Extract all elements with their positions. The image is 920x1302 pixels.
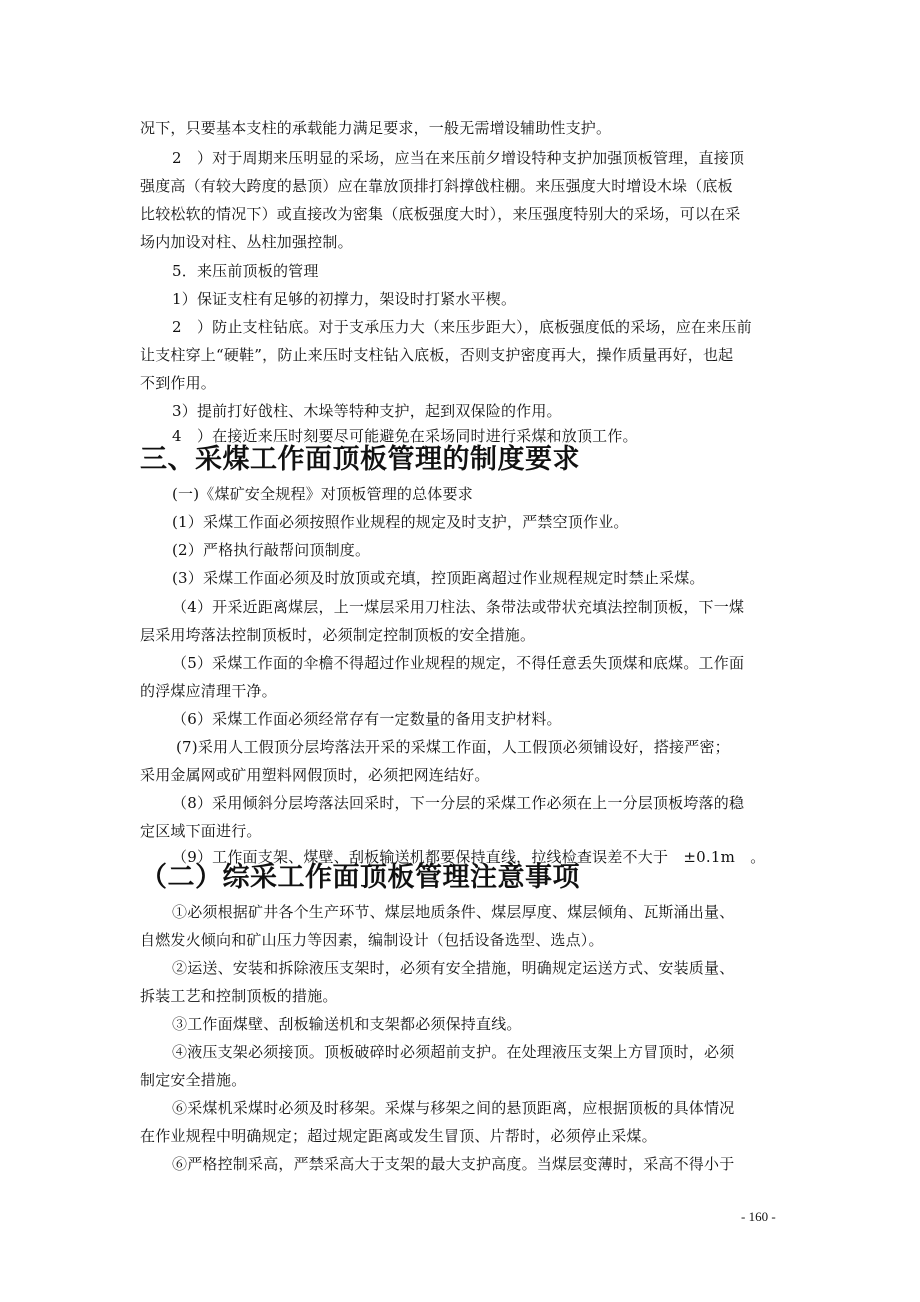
text-line: 1）保证支柱有足够的初撑力，架设时打紧水平楔。 bbox=[172, 290, 517, 308]
text-line: (7)采用人工假顶分层垮落法开采的采煤工作面，人工假顶必须铺设好，搭接严密； bbox=[176, 738, 730, 756]
text-line: 定区域下面进行。 bbox=[140, 822, 262, 840]
text-line: ③工作面煤壁、刮板输送机和支架都必须保持直线。 bbox=[172, 1015, 522, 1033]
text-line: 让支柱穿上“硬鞋”，防止来压时支柱钻入底板，否则支护密度再大，操作质量再好，也起 bbox=[140, 346, 734, 364]
text-line: 2 ）对于周期来压明显的采场，应当在来压前夕增设特种支护加强顶板管理，直接顶 bbox=[172, 149, 745, 167]
text-line: ①必须根据矿井各个生产环节、煤层地质条件、煤层厚度、煤层倾角、瓦斯涌出量、 bbox=[172, 903, 735, 921]
text-line: 比较松软的情况下）或直接改为密集（底板强度大时），来压强度特别大的采场，可以在采 bbox=[140, 205, 741, 223]
text-line: 自燃发火倾向和矿山压力等因素，编制设计（包括设备选型、选点）。 bbox=[140, 931, 604, 949]
text-line: (2）严格执行敲帮问顶制度。 bbox=[172, 541, 371, 559]
text-line: （6）采煤工作面必须经常存有一定数量的备用支护材料。 bbox=[172, 710, 562, 728]
text-line: （5）采煤工作面的伞檐不得超过作业规程的规定，不得任意丢失顶煤和底煤。工作面 bbox=[172, 654, 745, 672]
text-line: （4）开采近距离煤层，上一煤层采用刀柱法、条带法或带状充填法控制顶板，下一煤 bbox=[172, 598, 745, 616]
text-line: 制定安全措施。 bbox=[140, 1071, 247, 1089]
text-line: 5．来压前顶板的管理 bbox=[172, 262, 319, 280]
text-line: ④液压支架必须接顶。顶板破碎时必须超前支护。在处理液压支架上方冒顶时，必须 bbox=[172, 1043, 735, 1061]
text-line: ⑥采煤机采煤时必须及时移架。采煤与移架之间的悬顶距离，应根据顶板的具体情况 bbox=[172, 1099, 735, 1117]
text-line: 况下，只要基本支柱的承载能力满足要求，一般无需增设辅助性支护。 bbox=[140, 119, 612, 137]
text-line: (1）采煤工作面必须按照作业规程的规定及时支护，严禁空顶作业。 bbox=[172, 513, 629, 531]
section-heading: 三、采煤工作面顶板管理的制度要求 bbox=[140, 444, 580, 475]
text-line: 3）提前打好戗柱、木垛等特种支护，起到双保险的作用。 bbox=[172, 402, 562, 420]
text-line: 场内加设对柱、丛柱加强控制。 bbox=[140, 233, 353, 251]
text-line: ②运送、安装和拆除液压支架时，必须有安全措施，明确规定运送方式、安装质量、 bbox=[172, 959, 735, 977]
text-line: 的浮煤应清理干净。 bbox=[140, 682, 277, 700]
text-line: 2 ）防止支柱钻底。对于支承压力大（来压步距大），底板强度低的采场，应在来压前 bbox=[172, 318, 752, 336]
text-line: （9）工作面支架、煤壁、刮板输送机都要保持直线，拉线检查误差不大于 ±0.1m 。 bbox=[172, 848, 766, 866]
text-line: 层采用垮落法控制顶板时，必须制定控制顶板的安全措施。 bbox=[140, 626, 536, 644]
text-line: （8）采用倾斜分层垮落法回采时，下一分层的采煤工作必须在上一分层顶板垮落的稳 bbox=[172, 794, 745, 812]
text-line: (一)《煤矿安全规程》对顶板管理的总体要求 bbox=[172, 485, 473, 503]
text-line: 拆装工艺和控制顶板的措施。 bbox=[140, 987, 338, 1005]
text-line: 4 ）在接近来压时刻要尽可能避免在采场同时进行采煤和放顶工作。 bbox=[172, 427, 638, 445]
text-line: 在作业规程中明确规定；超过规定距离或发生冒顶、片帮时，必须停止采煤。 bbox=[140, 1127, 657, 1145]
text-line: ⑥严格控制采高，严禁采高大于支架的最大支护高度。当煤层变薄时，采高不得小于 bbox=[172, 1155, 735, 1173]
text-line: 采用金属网或矿用塑料网假顶时，必须把网连结好。 bbox=[140, 766, 490, 784]
page-number: - 160 - bbox=[741, 1209, 776, 1224]
text-line: 不到作用。 bbox=[140, 374, 217, 392]
text-line: 强度高（有较大跨度的悬顶）应在靠放顶排打斜撑戗柱棚。来压强度大时增设木垛（底板 bbox=[140, 177, 733, 195]
text-line: (3）采煤工作面必须及时放顶或充填，控顶距离超过作业规程规定时禁止采煤。 bbox=[172, 569, 705, 587]
section-heading: （二）综采工作面顶板管理注意事项 bbox=[140, 862, 580, 893]
